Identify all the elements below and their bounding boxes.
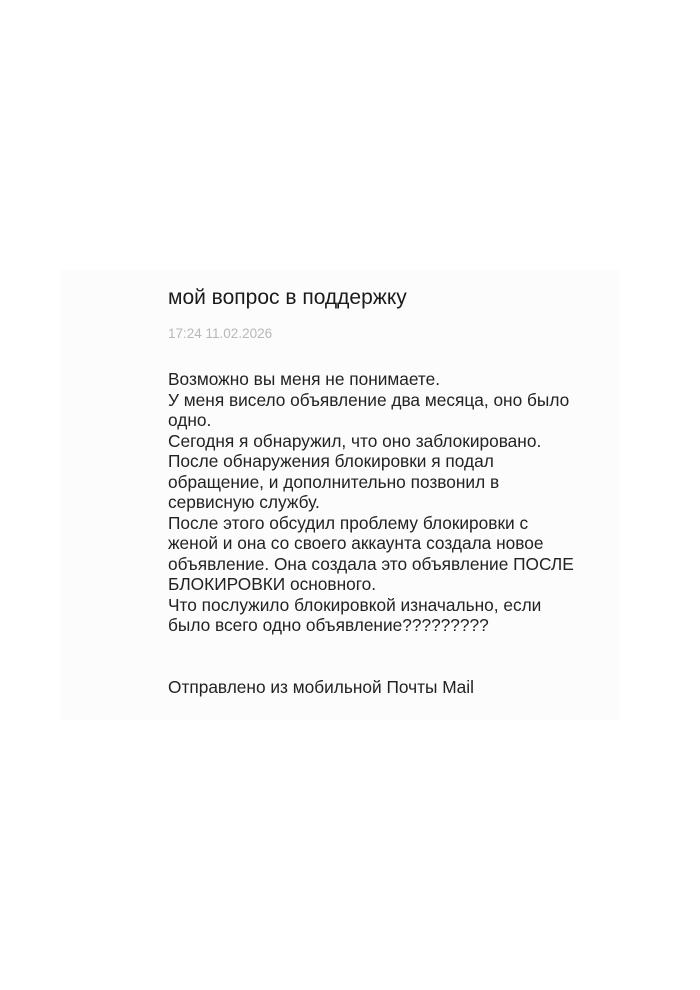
body-line: После этого обсудил проблему блокировки с [168,512,529,533]
message-subject: мой вопрос в поддержку [168,286,407,309]
body-line: было всего одно объявление????????? [168,615,489,635]
body-line: сервисную службу. [168,492,320,512]
body-line: одно. [168,410,212,430]
body-line: Возможно вы меня не понимаете. [168,369,441,389]
body-line: У меня висело объявление два месяца, оно было [168,389,570,410]
body-line: объявление. Она создала это объявление ПОСЛЕ [168,553,574,574]
message-timestamp: 17:24 11.02.2026 [168,326,273,341]
message-body [168,369,628,636]
body-line: обращение, и дополнительно позвонил в [168,471,500,492]
body-line: Сегодня я обнаружил, что оно заблокировано. [168,430,542,451]
message-content [168,283,628,697]
body-line: БЛОКИРОВКИ основного. [168,574,377,594]
message-signature: Отправлено из мобильной Почты Mail [168,676,474,697]
body-line: После обнаружения блокировки я подал [168,451,494,471]
body-line: женой и она со своего аккаунта создала новое [168,533,544,553]
body-line: Что послужило блокировкой изначально, если [168,594,542,615]
